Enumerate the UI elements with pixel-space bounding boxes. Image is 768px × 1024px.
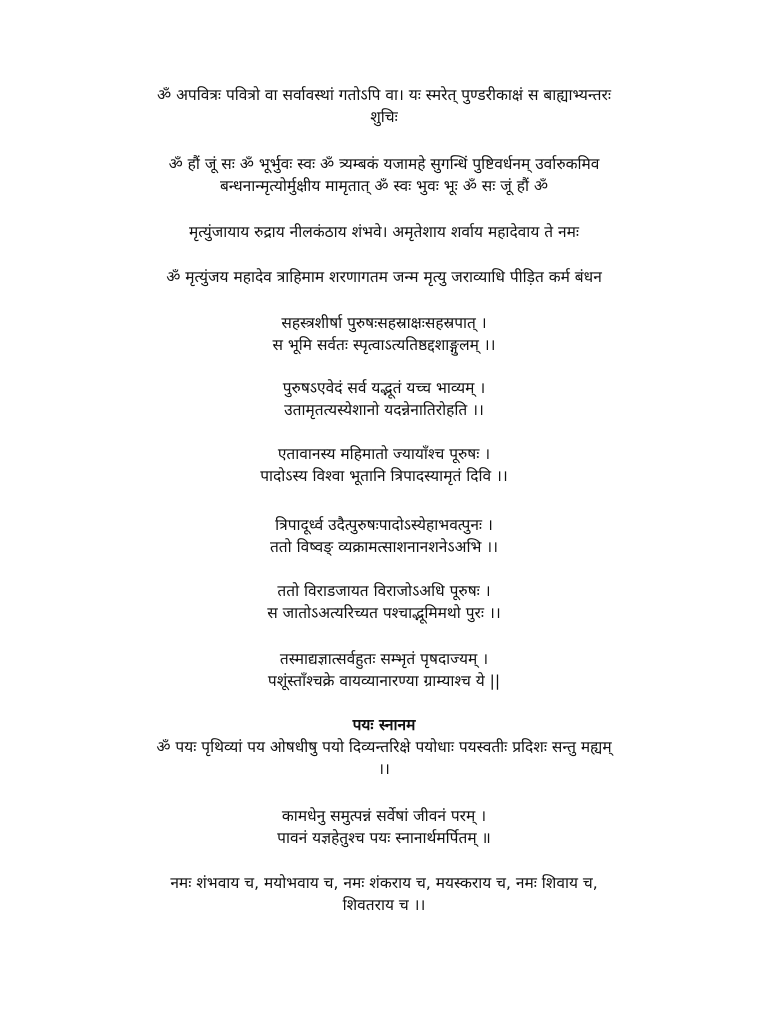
text-line: स भूमि सर्वतः स्पृत्वाऽत्यतिष्ठद्दशाङ्गुलम् ।।: [272, 336, 496, 354]
text-line: तस्माद्यज्ञात्सर्वहुतः सम्भृतं पृषदाज्यम् ।: [279, 650, 489, 668]
text-line: त्रिपादूर्ध्व उदैत्पुरुषःपादोऽस्येहाभवत्पुनः ।: [275, 516, 493, 534]
text-line: पशूंस्ताँश्चक्रे वायव्यानारण्या ग्राम्याश्च ये ||: [267, 672, 501, 690]
mrityunjaya-stuti-paragraph: [95, 221, 673, 243]
purusha-sukta-verse-4: [95, 514, 673, 558]
text-line: पादोऽस्य विश्वा भूतानि त्रिपादस्यामृतं दिवि ।।: [260, 467, 508, 485]
text-line: ॐ पयः पृथिव्यां पय ओषधीषु पयो दिव्यन्तरिक्षे पयोधाः पयस्वतीः प्रदिशः सन्तु मह्यम्: [156, 738, 612, 756]
text-line: ॐ हौं जूं सः ॐ भूर्भुवः स्वः ॐ त्र्यम्बकं यजामहे सुगन्धिं पुष्टिवर्धनम् उर्वारुकमिव: [168, 155, 600, 173]
invocation-paragraph: [95, 84, 673, 128]
text-line: ॐ अपवित्रः पवित्रो वा सर्वावस्थां गतोऽपि वा। यः स्मरेत् पुण्डरीकाक्षं स बाह्याभ्यन्तरः: [157, 86, 611, 104]
purusha-sukta-verse-3: [95, 443, 673, 487]
namah-shambhavaya-paragraph: [95, 872, 673, 916]
purusha-sukta-verse-2: [95, 377, 673, 421]
mahamrityunjaya-mantra-paragraph: [95, 153, 673, 197]
section-heading: पयः स्नानम: [352, 716, 416, 734]
text-line: शिवतराय च ।।: [342, 896, 426, 914]
text-line: पुरुषऽएवेदं सर्व यद्भूतं यच्च भाव्यम् ।: [282, 379, 486, 397]
text-line: ।।: [378, 760, 390, 778]
paya-snanam-section: [95, 714, 673, 780]
text-line: ततो विष्वङ् व्यक्रामत्साशनानशनेऽअभि ।।: [269, 538, 499, 556]
purusha-sukta-verse-5: [95, 580, 673, 624]
text-line: स जातोऽअत्यरिच्यत पश्चाद्भूमिमथो पुरः ।।: [267, 604, 501, 622]
text-line: नमः शंभवाय च, मयोभवाय च, नमः शंकराय च, मयस्कराय च, नमः शिवाय च,: [170, 874, 598, 892]
mrityunjaya-prayer-paragraph: [95, 266, 673, 288]
text-line: मृत्युंजायाय रुद्राय नीलकंठाय शंभवे। अमृतेशाय शर्वाय महादेवाय ते नमः: [188, 223, 579, 241]
text-line: कामधेनु समुत्पन्नं सर्वेषां जीवनं परम् ।: [281, 807, 487, 825]
text-line: शुचिः: [370, 108, 398, 126]
text-line: पावनं यज्ञहेतुश्च पयः स्नानार्थमर्पितम् ॥: [277, 829, 491, 847]
text-line: एतावानस्य महिमातो ज्यायाँश्च पूरुषः ।: [277, 445, 491, 463]
purusha-sukta-verse-1: [95, 312, 673, 356]
text-line: सहस्त्रशीर्षा पुरुषःसहस्राक्षःसहस्रपात् ।: [281, 314, 487, 332]
text-line: ततो विराडजायत विराजोऽअधि पूरुषः ।: [277, 582, 491, 600]
kamadhenu-verse: [95, 805, 673, 849]
purusha-sukta-verse-6: [95, 648, 673, 692]
text-line: बन्धनान्मृत्योर्मुक्षीय मामृतात् ॐ स्वः भुवः भूः ॐ सः जूं हौं ॐ: [219, 177, 549, 195]
text-line: उतामृतत्यस्येशानो यदन्नेनातिरोहति ।।: [284, 401, 484, 419]
text-line: ॐ मृत्युंजय महादेव त्राहिमाम शरणागतम जन्म मृत्यु जराव्याधि पीड़ित कर्म बंधन: [166, 268, 602, 286]
